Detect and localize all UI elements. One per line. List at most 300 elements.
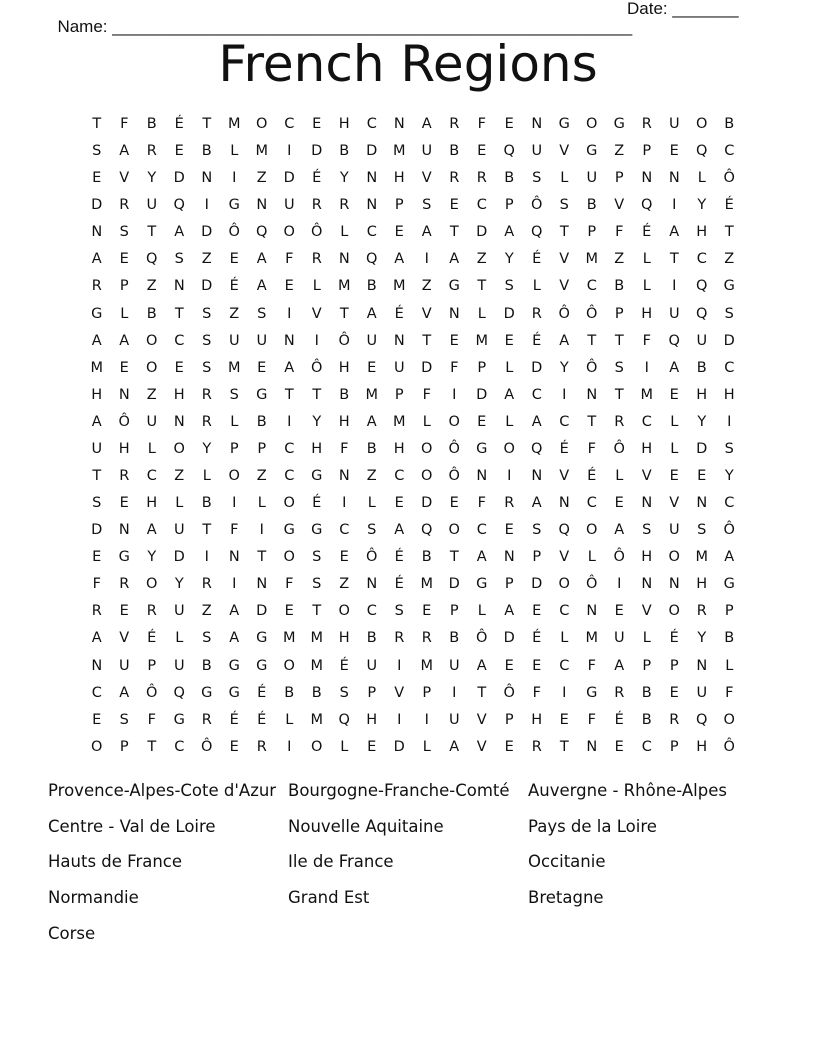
grid-letter[interactable]: A xyxy=(504,386,515,403)
grid-letter[interactable]: G xyxy=(118,549,130,566)
grid-letter[interactable]: L xyxy=(312,278,321,295)
grid-letter[interactable]: Z xyxy=(614,251,625,268)
grid-letter[interactable]: N xyxy=(393,332,405,349)
grid-letter[interactable]: S xyxy=(614,359,624,376)
grid-letter[interactable]: Ô xyxy=(228,224,240,241)
grid-letter[interactable]: N xyxy=(173,278,185,295)
grid-letter[interactable]: M xyxy=(475,332,488,349)
grid-letter[interactable]: Z xyxy=(366,468,377,485)
grid-letter[interactable]: B xyxy=(339,386,350,403)
grid-letter[interactable]: E xyxy=(449,495,459,512)
grid-letter[interactable]: É xyxy=(312,495,322,512)
grid-letter[interactable]: V xyxy=(641,603,652,620)
grid-letter[interactable]: B xyxy=(201,657,212,674)
grid-letter[interactable]: D xyxy=(503,630,515,647)
grid-letter[interactable]: V xyxy=(311,305,322,322)
grid-letter[interactable]: P xyxy=(477,359,487,376)
grid-letter[interactable]: T xyxy=(202,522,212,539)
grid-letter[interactable]: B xyxy=(696,359,707,376)
grid-letter[interactable]: O xyxy=(421,468,433,485)
grid-letter[interactable]: F xyxy=(285,576,294,593)
grid-letter[interactable]: É xyxy=(532,251,542,268)
grid-letter[interactable]: E xyxy=(229,738,239,755)
grid-letter[interactable]: D xyxy=(91,522,103,539)
grid-letter[interactable]: U xyxy=(448,711,460,728)
grid-letter[interactable]: V xyxy=(641,468,652,485)
grid-letter[interactable]: A xyxy=(449,738,460,755)
grid-letter[interactable]: M xyxy=(365,386,378,403)
grid-letter[interactable]: S xyxy=(532,170,542,187)
grid-letter[interactable]: M xyxy=(227,359,241,376)
grid-letter[interactable]: H xyxy=(173,386,185,403)
grid-letter[interactable]: N xyxy=(338,251,350,268)
grid-letter[interactable]: D xyxy=(201,224,213,241)
grid-letter[interactable]: L xyxy=(587,549,596,566)
grid-letter[interactable]: I xyxy=(727,413,732,430)
grid-letter[interactable]: N xyxy=(668,576,680,593)
grid-letter[interactable]: T xyxy=(559,738,569,755)
grid-letter[interactable]: T xyxy=(422,332,432,349)
grid-letter[interactable]: Q xyxy=(696,305,708,322)
grid-letter[interactable]: U xyxy=(146,413,158,430)
grid-letter[interactable]: A xyxy=(229,603,240,620)
grid-letter[interactable]: Z xyxy=(256,468,267,485)
grid-letter[interactable]: N xyxy=(393,116,405,132)
grid-letter[interactable]: O xyxy=(173,440,185,457)
grid-letter[interactable]: S xyxy=(367,522,377,539)
grid-letter[interactable]: C xyxy=(696,251,707,268)
grid-letter[interactable]: O xyxy=(696,116,708,132)
grid-letter[interactable]: N xyxy=(503,549,515,566)
grid-letter[interactable]: C xyxy=(284,468,295,485)
grid-letter[interactable]: O xyxy=(283,657,295,674)
grid-letter[interactable]: F xyxy=(587,711,596,728)
grid-letter[interactable]: B xyxy=(201,495,212,512)
grid-letter[interactable]: Y xyxy=(504,251,514,268)
grid-letter[interactable]: N xyxy=(173,413,185,430)
grid-letter[interactable]: U xyxy=(146,197,158,214)
grid-letter[interactable]: P xyxy=(229,440,239,457)
grid-letter[interactable]: E xyxy=(477,413,487,430)
grid-letter[interactable]: P xyxy=(119,278,129,295)
grid-letter[interactable]: Q xyxy=(338,711,350,728)
grid-letter[interactable]: Z xyxy=(146,278,157,295)
grid-letter[interactable]: P xyxy=(504,576,514,593)
grid-letter[interactable]: C xyxy=(146,468,157,485)
grid-letter[interactable]: E xyxy=(504,332,514,349)
grid-letter[interactable]: S xyxy=(312,576,322,593)
grid-letter[interactable]: E xyxy=(119,495,129,512)
grid-letter[interactable]: I xyxy=(452,684,457,701)
grid-letter[interactable]: B xyxy=(641,684,652,701)
grid-letter[interactable]: N xyxy=(696,657,708,674)
grid-letter[interactable]: M xyxy=(640,386,653,403)
grid-letter[interactable]: D xyxy=(173,170,185,187)
grid-letter[interactable]: E xyxy=(284,603,294,620)
grid-letter[interactable]: D xyxy=(723,332,735,349)
grid-letter[interactable]: T xyxy=(312,386,322,403)
grid-letter[interactable]: A xyxy=(366,413,377,430)
grid-letter[interactable]: S xyxy=(92,143,102,160)
grid-letter[interactable]: B xyxy=(284,684,295,701)
grid-letter[interactable]: T xyxy=(587,413,597,430)
grid-letter[interactable]: H xyxy=(723,386,735,403)
grid-letter[interactable]: V xyxy=(559,251,570,268)
grid-letter[interactable]: N xyxy=(641,576,653,593)
grid-letter[interactable]: L xyxy=(697,170,706,187)
grid-letter[interactable]: T xyxy=(614,332,624,349)
grid-letter[interactable]: T xyxy=(92,468,102,485)
grid-letter[interactable]: T xyxy=(477,278,487,295)
grid-letter[interactable]: D xyxy=(476,386,488,403)
grid-letter[interactable]: H xyxy=(531,711,543,728)
grid-letter[interactable]: N xyxy=(586,603,598,620)
grid-letter[interactable]: C xyxy=(531,386,542,403)
grid-letter[interactable]: H xyxy=(696,738,708,755)
grid-letter[interactable]: É xyxy=(394,305,404,322)
grid-letter[interactable]: E xyxy=(92,549,102,566)
grid-letter[interactable]: C xyxy=(559,657,570,674)
grid-letter[interactable]: L xyxy=(477,305,486,322)
grid-letter[interactable]: A xyxy=(146,522,157,539)
grid-letter[interactable]: D xyxy=(366,143,378,160)
grid-letter[interactable]: D xyxy=(256,603,268,620)
grid-letter[interactable]: É xyxy=(229,711,239,728)
grid-letter[interactable]: B xyxy=(614,278,625,295)
grid-letter[interactable]: T xyxy=(339,305,349,322)
grid-letter[interactable]: M xyxy=(310,630,323,647)
grid-letter[interactable]: I xyxy=(424,711,429,728)
grid-letter[interactable]: Z xyxy=(201,251,212,268)
grid-letter[interactable]: S xyxy=(119,711,129,728)
grid-letter[interactable]: C xyxy=(641,738,652,755)
grid-letter[interactable]: G xyxy=(228,197,240,214)
grid-letter[interactable]: G xyxy=(173,711,185,728)
grid-letter[interactable]: R xyxy=(614,684,625,701)
grid-letter[interactable]: G xyxy=(723,278,735,295)
grid-letter[interactable]: C xyxy=(559,413,570,430)
grid-letter[interactable]: B xyxy=(146,116,157,132)
grid-letter[interactable]: Z xyxy=(174,468,185,485)
grid-letter[interactable]: A xyxy=(559,332,570,349)
grid-letter[interactable]: A xyxy=(614,522,625,539)
grid-letter[interactable]: L xyxy=(477,603,486,620)
grid-letter[interactable]: T xyxy=(587,332,597,349)
grid-letter[interactable]: A xyxy=(256,278,267,295)
grid-letter[interactable]: F xyxy=(642,332,651,349)
grid-letter[interactable]: T xyxy=(202,116,212,132)
grid-letter[interactable]: L xyxy=(642,251,651,268)
grid-letter[interactable]: A xyxy=(284,359,295,376)
grid-letter[interactable]: L xyxy=(505,359,514,376)
grid-letter[interactable]: E xyxy=(92,711,102,728)
grid-letter[interactable]: Ô xyxy=(723,522,735,539)
grid-letter[interactable]: N xyxy=(256,576,268,593)
grid-letter[interactable]: Z xyxy=(614,143,625,160)
grid-letter[interactable]: E xyxy=(174,359,184,376)
grid-letter[interactable]: V xyxy=(669,495,680,512)
grid-letter[interactable]: T xyxy=(559,224,569,241)
grid-letter[interactable]: I xyxy=(452,386,457,403)
grid-letter[interactable]: L xyxy=(257,495,266,512)
grid-letter[interactable]: G xyxy=(256,657,268,674)
grid-letter[interactable]: R xyxy=(311,197,322,214)
grid-letter[interactable]: N xyxy=(118,386,130,403)
grid-letter[interactable]: S xyxy=(422,197,432,214)
grid-letter[interactable]: É xyxy=(394,576,404,593)
grid-letter[interactable]: E xyxy=(504,522,514,539)
grid-letter[interactable]: O xyxy=(668,549,680,566)
grid-letter[interactable]: E xyxy=(669,684,679,701)
grid-letter[interactable]: D xyxy=(421,495,433,512)
grid-letter[interactable]: O xyxy=(146,576,158,593)
grid-letter[interactable]: É xyxy=(312,170,322,187)
grid-letter[interactable]: Z xyxy=(256,170,267,187)
grid-letter[interactable]: N xyxy=(448,305,460,322)
grid-letter[interactable]: S xyxy=(202,359,212,376)
grid-letter[interactable]: G xyxy=(256,630,268,647)
grid-letter[interactable]: M xyxy=(282,630,296,647)
grid-letter[interactable]: P xyxy=(504,711,514,728)
grid-letter[interactable]: I xyxy=(287,413,292,430)
grid-letter[interactable]: T xyxy=(284,386,294,403)
grid-letter[interactable]: E xyxy=(119,251,129,268)
grid-letter[interactable]: G xyxy=(91,305,103,322)
grid-letter[interactable]: T xyxy=(614,386,624,403)
grid-letter[interactable]: L xyxy=(340,224,349,241)
grid-letter[interactable]: R xyxy=(641,116,652,132)
grid-letter[interactable]: Q xyxy=(696,143,708,160)
grid-letter[interactable]: G xyxy=(311,468,323,485)
grid-letter[interactable]: F xyxy=(230,522,239,539)
grid-letter[interactable]: A xyxy=(504,224,515,241)
grid-letter[interactable]: C xyxy=(366,603,377,620)
grid-letter[interactable]: N xyxy=(118,522,130,539)
grid-letter[interactable]: É xyxy=(559,440,569,457)
grid-letter[interactable]: N xyxy=(201,170,213,187)
grid-letter[interactable]: H xyxy=(91,386,103,403)
grid-letter[interactable]: N xyxy=(256,197,268,214)
grid-letter[interactable]: É xyxy=(229,278,239,295)
grid-letter[interactable]: H xyxy=(641,305,653,322)
grid-letter[interactable]: C xyxy=(559,603,570,620)
grid-letter[interactable]: H xyxy=(338,116,350,132)
grid-letter[interactable]: I xyxy=(562,386,567,403)
grid-letter[interactable]: É xyxy=(532,630,542,647)
grid-letter[interactable]: M xyxy=(585,251,598,268)
grid-letter[interactable]: D xyxy=(421,359,433,376)
grid-letter[interactable]: A xyxy=(614,657,625,674)
grid-letter[interactable]: U xyxy=(696,684,708,701)
grid-letter[interactable]: T xyxy=(724,224,734,241)
grid-letter[interactable]: N xyxy=(283,332,295,349)
grid-letter[interactable]: G xyxy=(586,684,598,701)
grid-letter[interactable]: P xyxy=(394,197,404,214)
grid-letter[interactable]: A xyxy=(91,630,102,647)
grid-letter[interactable]: V xyxy=(394,684,405,701)
grid-letter[interactable]: O xyxy=(421,440,433,457)
grid-letter[interactable]: I xyxy=(644,359,649,376)
grid-letter[interactable]: D xyxy=(393,738,405,755)
grid-letter[interactable]: O xyxy=(558,576,570,593)
grid-letter[interactable]: E xyxy=(92,170,102,187)
grid-letter[interactable]: Ô xyxy=(586,305,598,322)
grid-letter[interactable]: N xyxy=(696,495,708,512)
grid-letter[interactable]: O xyxy=(586,522,598,539)
grid-letter[interactable]: Ô xyxy=(613,549,625,566)
grid-letter[interactable]: M xyxy=(255,143,268,160)
grid-letter[interactable]: I xyxy=(314,332,319,349)
grid-letter[interactable]: M xyxy=(392,413,406,430)
grid-letter[interactable]: U xyxy=(91,440,103,457)
grid-letter[interactable]: A xyxy=(669,359,680,376)
grid-letter[interactable]: D xyxy=(173,549,185,566)
grid-letter[interactable]: L xyxy=(175,630,184,647)
grid-letter[interactable]: S xyxy=(697,522,707,539)
grid-letter[interactable]: Ô xyxy=(118,413,130,430)
grid-letter[interactable]: O xyxy=(283,495,295,512)
grid-letter[interactable]: G xyxy=(723,576,735,593)
grid-letter[interactable]: I xyxy=(287,738,292,755)
date-field[interactable]: Date: _______ xyxy=(627,0,739,18)
grid-letter[interactable]: Ô xyxy=(201,738,213,755)
grid-letter[interactable]: U xyxy=(228,332,240,349)
grid-letter[interactable]: E xyxy=(257,359,267,376)
grid-letter[interactable]: O xyxy=(146,332,158,349)
grid-letter[interactable]: H xyxy=(696,386,708,403)
grid-letter[interactable]: I xyxy=(617,576,622,593)
grid-letter[interactable]: H xyxy=(338,359,350,376)
grid-letter[interactable]: O xyxy=(668,603,680,620)
grid-letter[interactable]: L xyxy=(560,170,569,187)
grid-letter[interactable]: M xyxy=(227,116,241,132)
grid-letter[interactable]: G xyxy=(201,684,213,701)
grid-letter[interactable]: G xyxy=(476,576,488,593)
grid-letter[interactable]: R xyxy=(504,495,515,512)
grid-letter[interactable]: É xyxy=(339,657,349,674)
grid-letter[interactable]: Z xyxy=(724,251,735,268)
grid-letter[interactable]: Ô xyxy=(448,468,460,485)
grid-letter[interactable]: U xyxy=(118,657,130,674)
grid-letter[interactable]: Ô xyxy=(613,440,625,457)
grid-letter[interactable]: U xyxy=(421,143,433,160)
grid-letter[interactable]: L xyxy=(560,630,569,647)
grid-letter[interactable]: I xyxy=(232,576,237,593)
grid-letter[interactable]: Ô xyxy=(723,170,735,187)
grid-letter[interactable]: E xyxy=(367,738,377,755)
grid-letter[interactable]: R xyxy=(476,170,487,187)
grid-letter[interactable]: E xyxy=(477,143,487,160)
grid-letter[interactable]: P xyxy=(614,170,624,187)
grid-letter[interactable]: R xyxy=(91,603,102,620)
grid-letter[interactable]: E xyxy=(504,738,514,755)
grid-letter[interactable]: B xyxy=(449,143,460,160)
grid-letter[interactable]: O xyxy=(503,440,515,457)
grid-letter[interactable]: T xyxy=(312,603,322,620)
grid-letter[interactable]: C xyxy=(366,224,377,241)
grid-letter[interactable]: Q xyxy=(366,251,378,268)
grid-letter[interactable]: A xyxy=(91,332,102,349)
grid-letter[interactable]: Q xyxy=(696,711,708,728)
grid-letter[interactable]: B xyxy=(366,278,377,295)
grid-letter[interactable]: Ô xyxy=(311,359,323,376)
grid-letter[interactable]: U xyxy=(173,657,185,674)
grid-letter[interactable]: N xyxy=(228,549,240,566)
grid-letter[interactable]: H xyxy=(311,440,323,457)
grid-letter[interactable]: U xyxy=(366,657,378,674)
grid-letter[interactable]: H xyxy=(118,440,130,457)
grid-letter[interactable]: F xyxy=(587,440,596,457)
grid-letter[interactable]: L xyxy=(422,413,431,430)
grid-letter[interactable]: M xyxy=(392,143,406,160)
grid-letter[interactable]: I xyxy=(342,495,347,512)
grid-letter[interactable]: U xyxy=(448,657,460,674)
grid-letter[interactable]: T xyxy=(147,738,157,755)
grid-letter[interactable]: Y xyxy=(202,440,212,457)
grid-letter[interactable]: R xyxy=(201,711,212,728)
grid-letter[interactable]: R xyxy=(669,711,680,728)
grid-letter[interactable]: Ô xyxy=(476,630,488,647)
grid-letter[interactable]: O xyxy=(448,413,460,430)
grid-letter[interactable]: U xyxy=(696,332,708,349)
grid-letter[interactable]: B xyxy=(256,413,267,430)
grid-letter[interactable]: Q xyxy=(531,224,543,241)
grid-letter[interactable]: C xyxy=(366,116,377,132)
grid-letter[interactable]: L xyxy=(725,657,734,674)
grid-letter[interactable]: B xyxy=(724,116,735,132)
grid-letter[interactable]: H xyxy=(338,630,350,647)
grid-letter[interactable]: Ô xyxy=(723,738,735,755)
grid-letter[interactable]: U xyxy=(586,170,598,187)
grid-letter[interactable]: V xyxy=(421,305,432,322)
grid-letter[interactable]: S xyxy=(642,522,652,539)
grid-letter[interactable]: V xyxy=(614,197,625,214)
grid-letter[interactable]: E xyxy=(422,603,432,620)
grid-letter[interactable]: L xyxy=(175,495,184,512)
grid-letter[interactable]: L xyxy=(202,468,211,485)
grid-letter[interactable]: V xyxy=(476,711,487,728)
grid-letter[interactable]: G xyxy=(228,657,240,674)
grid-letter[interactable]: H xyxy=(146,495,158,512)
grid-letter[interactable]: P xyxy=(147,657,157,674)
grid-letter[interactable]: E xyxy=(559,711,569,728)
grid-letter[interactable]: U xyxy=(173,603,185,620)
grid-letter[interactable]: S xyxy=(174,251,184,268)
grid-letter[interactable]: B xyxy=(586,197,597,214)
grid-letter[interactable]: C xyxy=(394,468,405,485)
grid-letter[interactable]: É xyxy=(587,468,597,485)
grid-letter[interactable]: S xyxy=(202,305,212,322)
grid-letter[interactable]: É xyxy=(257,711,267,728)
grid-letter[interactable]: A xyxy=(531,413,542,430)
grid-letter[interactable]: P xyxy=(669,738,679,755)
grid-letter[interactable]: S xyxy=(532,522,542,539)
grid-letter[interactable]: Q xyxy=(256,224,268,241)
grid-letter[interactable]: U xyxy=(668,116,680,132)
grid-letter[interactable]: Z xyxy=(201,603,212,620)
grid-letter[interactable]: S xyxy=(394,603,404,620)
grid-letter[interactable]: H xyxy=(338,413,350,430)
grid-letter[interactable]: Ô xyxy=(503,684,515,701)
grid-letter[interactable]: I xyxy=(204,549,209,566)
grid-letter[interactable]: R xyxy=(449,116,460,132)
grid-letter[interactable]: A xyxy=(256,251,267,268)
grid-letter[interactable]: D xyxy=(476,224,488,241)
grid-letter[interactable]: L xyxy=(642,278,651,295)
grid-letter[interactable]: B xyxy=(641,711,652,728)
grid-letter[interactable]: D xyxy=(91,197,103,214)
grid-letter[interactable]: V xyxy=(119,170,130,187)
